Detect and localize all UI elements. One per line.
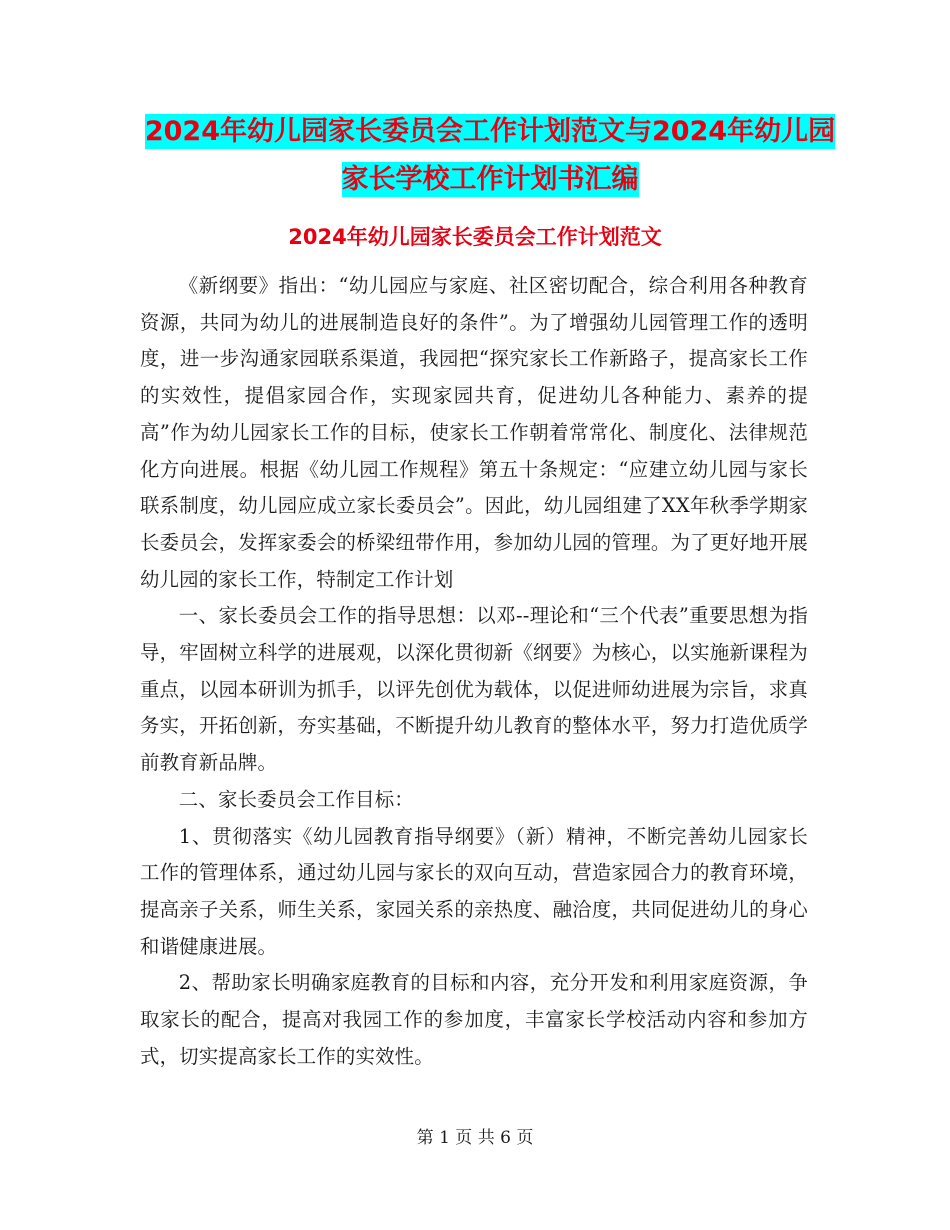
document-body (140, 268, 808, 1075)
section-title: 2024年幼儿园家长委员会工作计划范文 (288, 225, 662, 249)
document-title (140, 108, 840, 204)
paragraph-goal-1: 1、贯彻落实《幼儿园教育指导纲要》（新）精神，不断完善幼儿园家长工作的管理体系，通过幼儿园与家长的双向互动，营造家园合力的教育环境，提高亲子关系，师生关系，家园关系的亲热度、融洽度，共同促进幼儿的身心和谐健康进展。 (140, 824, 808, 958)
paragraph-intro: 《新纲要》指出：“幼儿园应与家庭、社区密切配合，综合利用各种教育资源，共同为幼儿的进展制造良好的条件”。为了增强幼儿园管理工作的透明度，进一步沟通家园联系渠道，我园把“探究家长工作新路子，提高家长工作的实效性，提倡家园合作，实现家园共育，促进幼儿各种能力、素养的提高”作为幼儿园家长工作的目标，使家长工作朝着常常化、制度化、法律规范化方向进展。根据《幼儿园工作规程》第五十条规定：“应建立幼儿园与家长联系制度，幼儿园应成立家长委员会”。因此，幼儿园组建了XX年秋季学期家长委员会，发挥家委会的桥梁纽带作用，参加幼儿园的管理。为了更好地开展幼儿园的家长工作，特制定工作计划 (140, 274, 808, 591)
paragraph-guiding-thought: 一、家长委员会工作的指导思想：以邓--理论和“三个代表”重要思想为指导，牢固树立科学的进展观，以深化贯彻新《纲要》为核心，以实施新课程为重点，以园本研训为抓手，以评先创优为载体，以促进师幼进展为宗旨，求真务实，开拓创新，夯实基础，不断提升幼儿教育的整体水平，努力打造优质学前教育新品牌。 (140, 604, 808, 775)
document-title-text: 2024年幼儿园家长委员会工作计划范文与2024年幼儿园家长学校工作计划书汇编 (144, 116, 836, 195)
page-footer: 第 1 页 共 6 页 (416, 1128, 534, 1148)
paragraph-goals-heading: 二、家长委员会工作目标： (178, 787, 414, 811)
paragraph-goal-2: 2、帮助家长明确家庭教育的目标和内容，充分开发和利用家庭资源，争取家长的配合，提高对我园工作的参加度，丰富家长学校活动内容和参加方式，切实提高家长工作的实效性。 (140, 971, 808, 1068)
